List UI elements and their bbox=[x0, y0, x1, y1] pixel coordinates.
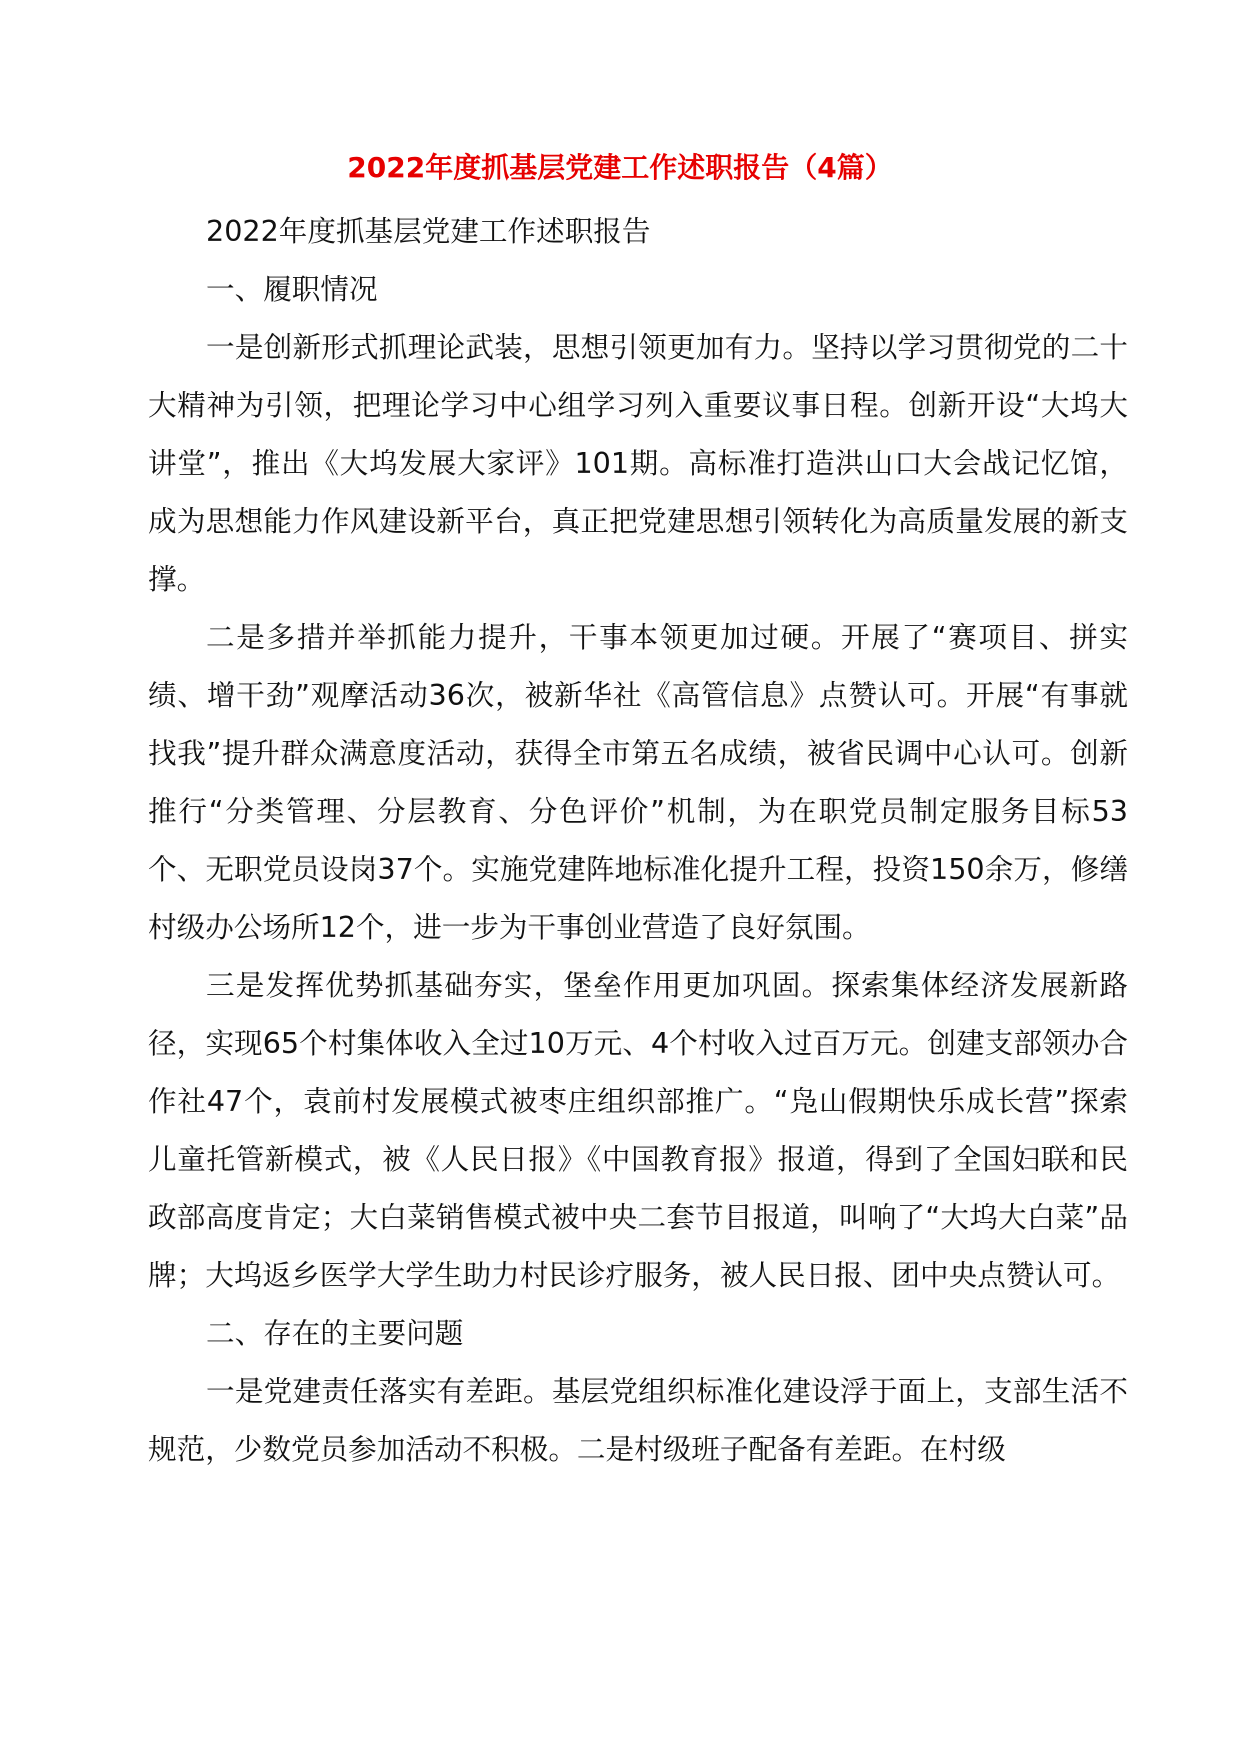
paragraph-foundation: 三是发挥优势抓基础夯实，堡垒作用更加巩固。探索集体经济发展新路径，实现65个村集体收入全过10万元、4个村收入过百万元。创建支部领办合作社47个，袁前村发展模式被枣庄组织部推广。“凫山假期快乐成长营”探索儿童托管新模式，被《人民日报》《中国教育报》报道，得到了全国妇联和民政部高度肯定；大白菜销售模式被中央二套节目报道，叫响了“大坞大白菜”品牌；大坞返乡医学大学生助力村民诊疗服务，被人民日报、团中央点赞认可。 bbox=[148, 968, 1128, 1292]
paragraph-problems: 一是党建责任落实有差距。基层党组织标准化建设浮于面上，支部生活不规范，少数党员参加活动不积极。二是村级班子配备有差距。在村级 bbox=[148, 1374, 1128, 1466]
document-title: 2022年度抓基层党建工作述职报告（4篇） bbox=[347, 151, 893, 184]
document-body bbox=[148, 202, 1128, 1478]
paragraph-theory: 一是创新形式抓理论武装，思想引领更加有力。坚持以学习贯彻党的二十大精神为引领，把理论学习中心组学习列入重要议事日程。创新开设“大坞大讲堂”，推出《大坞发展大家评》101期。高标准打造洪山口大会战记忆馆，成为思想能力作风建设新平台，真正把党建思想引领转化为高质量发展的新支撑。 bbox=[148, 330, 1128, 596]
section-heading-problems: 二、存在的主要问题 bbox=[206, 1316, 464, 1350]
report-subtitle: 2022年度抓基层党建工作述职报告 bbox=[206, 214, 651, 248]
section-heading-duty: 一、履职情况 bbox=[206, 272, 378, 306]
paragraph-ability: 二是多措并举抓能力提升，干事本领更加过硬。开展了“赛项目、拼实绩、增干劲”观摩活动36次，被新华社《高管信息》点赞认可。开展“有事就找我”提升群众满意度活动，获得全市第五名成绩，被省民调中心认可。创新推行“分类管理、分层教育、分色评价”机制，为在职党员制定服务目标53个、无职党员设岗37个。实施党建阵地标准化提升工程，投资150余万，修缮村级办公场所12个，进一步为干事创业营造了良好氛围。 bbox=[148, 620, 1128, 944]
